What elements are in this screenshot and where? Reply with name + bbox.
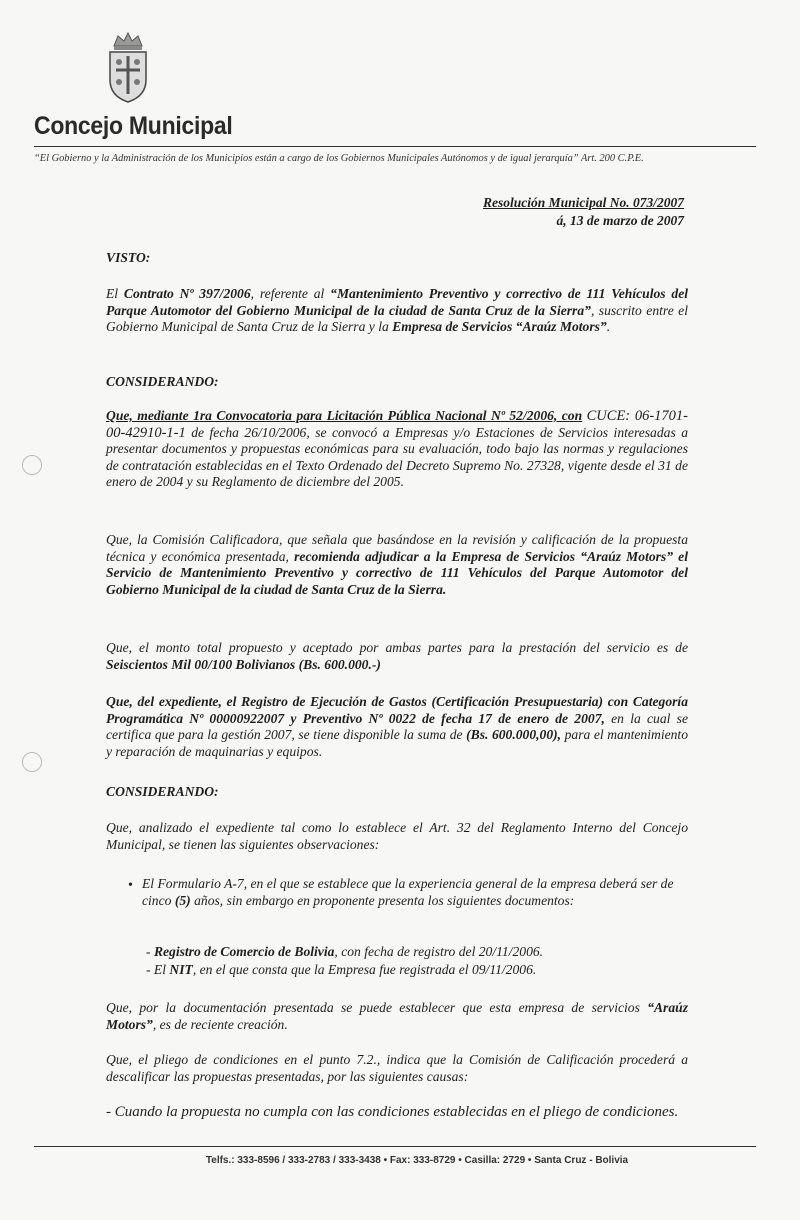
text: El Formulario A-7, en el que se establece que la experiencia general de la empresa deberá ser de cinco [142,876,674,908]
punch-hole [22,455,42,475]
text: para el mantenimiento y reparación de maquinarias y equipos. [106,727,688,759]
convocatoria: Que, mediante 1ra Convocatoria para Licitación Pública Nacional Nº 52/2006, con [106,408,583,423]
considerando2-paragraph-1: Que, analizado el expediente tal como lo establece el Art. 32 del Reglamento Interno del Concejo Municipal, se tienen las siguientes observaciones: [106,820,688,852]
resolution-title: Resolución Municipal No. 073/2007 [482,195,684,210]
available-amount: (Bs. 600.000,00), [466,727,562,743]
text: de fecha 26/10/2006, se convocó a Empresas y/o Estaciones de Servicios interesadas a presentar documentos y propuestas económicas para su evaluación, todo bajo las normas y regulaciones de contratación establecidas en el Texto Ordenado del Decreto Supremo No. 27328, vigente desde el 31 de enero de 2004 y su Reglamento de diciembre del 2005. [106,424,688,490]
text: . [606,319,611,335]
motto: “El Gobierno y la Administración de los Municipios están a cargo de los Gobiernos Municipales Autónomos y de igual jerarquía” Art. 200 C.P.E. [34,153,644,164]
text: Que, la Comisión Calificadora, que señala que basándose en la revisión y calificación de la propuesta técnica y económica presentada, [106,532,688,564]
considerando1-paragraph-3 [106,640,688,673]
coat-of-arms-icon [104,32,152,104]
visto-paragraph [106,286,688,336]
years: (5) [174,892,191,908]
contract-object: “Mantenimiento Preventivo y correctivo de 111 Vehículos del Parque Automotor del Gobierno Municipal de la ciudad de Santa Cruz de la Sierra” [106,286,689,318]
footer-contact: Telfs.: 333-8596 / 333-2783 / 333-3438 • Fax: 333-8729 • Casilla: 2729 • Santa Cruz - Bolivia [205,1155,629,1166]
considerando1-paragraph-4 [106,694,688,760]
visto-heading: VISTO: [106,250,151,265]
recommendation: recomienda adjudicar a la Empresa de Servicios “Araúz Motors” el Servicio de Mantenimiento Preventivo y correctivo de 111 Vehículos del Parque Automotor del Gobierno Municipal de la ciudad de Santa Cruz de la Sierra. [106,548,688,597]
text: años, sin embargo en proponente presenta los siguientes documentos: [190,892,575,908]
text: Que, por la documentación presentada se puede establecer que esta empresa de servicios [106,1000,648,1015]
text: , en el que consta que la Empresa fue registrada el 09/11/2006. [192,962,537,977]
considerando2-paragraph-2 [106,1000,688,1033]
considerando1-paragraph-1 [106,408,688,491]
considerando1-paragraph-2 [106,532,688,598]
bullet-icon: • [128,878,133,893]
text: , referente al [250,286,331,301]
considerando2-paragraph-4: - Cuando la propuesta no cumpla con las condiciones establecidas en el pliego de condiciones. [106,1104,679,1120]
resolution-header [483,194,684,230]
text: Que, el monto total propuesto y aceptado por ambas partes para la prestación del servicio es de [106,640,688,655]
footer-divider [34,1146,756,1147]
considerando-heading-1: CONSIDERANDO: [106,374,219,389]
text: , suscrito entre el Gobierno Municipal de Santa Cruz de la Sierra y la [106,302,688,335]
text: - El [146,962,170,977]
company-name: Empresa de Servicios “Araúz Motors” [392,319,607,335]
nit: NIT [169,962,193,977]
considerando2-paragraph-3: Que, el pliego de condiciones en el punto 7.2., indica que la Comisión de Calificación procederá a descalificar las propuestas presentadas, por las siguientes causas: [106,1052,688,1084]
punch-hole [22,752,42,772]
resolution-date: á, 13 de marzo de 2007 [556,213,684,228]
text: El [106,286,124,301]
sub-item-registro [146,944,686,961]
observation-item [142,876,682,909]
cuce-code: CUCE: 06-1701-00-42910-1-1 [106,408,688,441]
considerando-heading-2: CONSIDERANDO: [106,784,219,799]
header-divider [34,146,756,147]
sub-item-nit [146,962,686,979]
text: , con fecha de registro del 20/11/2006. [334,944,544,959]
contract-number: Contrato Nº 397/2006 [123,286,251,301]
budget-certification: Que, del expediente, el Registro de Ejecución de Gastos (Certificación Presupuestaria) con Categoría Programática Nº 00000922007 y Preventivo Nº 0022 de fecha 17 de enero de 2007, [106,694,688,726]
text: , es de reciente creación. [152,1016,288,1032]
amount: Seiscientos Mil 00/100 Bolivianos (Bs. 600.000.-) [106,656,381,672]
text: en la cual se certifica que para la gestión 2007, se tiene disponible la suma de [106,710,688,743]
company-name: “Araúz Motors” [106,1000,688,1032]
registry: Registro de Comercio de Bolivia [153,944,335,959]
org-name: Concejo Municipal [34,112,233,140]
text: - [146,944,154,959]
